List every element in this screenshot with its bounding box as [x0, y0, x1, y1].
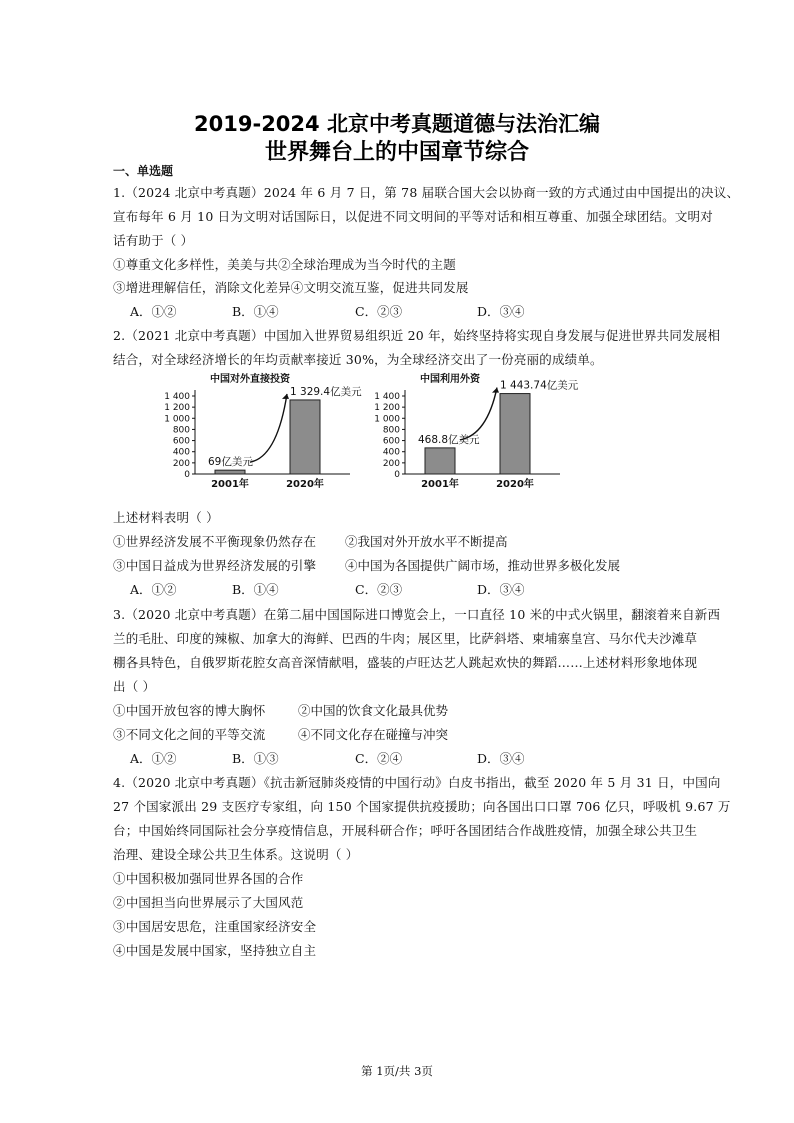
q2-stem: 上述材料表明（ ）: [113, 510, 219, 525]
data-label: 1 443.74亿美元: [500, 379, 579, 392]
x-tick-label: 2001年: [421, 479, 459, 490]
bar: [290, 400, 320, 474]
y-tick-label: 600: [382, 436, 400, 447]
q1-statement-2: ③增进理解信任，消除文化差异④文明交流互鉴，促进共同发展: [113, 280, 469, 295]
data-label: 468.8亿美元: [418, 433, 480, 446]
growth-arrow: [460, 388, 497, 440]
q1-option-b: B．①④: [232, 304, 279, 319]
y-tick-label: 200: [172, 458, 190, 469]
q2-line1: 2.（2021 北京中考真题）中国加入世界贸易组织近 20 年，始终坚持将实现自身发展与促进世界共同发展相: [113, 328, 721, 343]
y-tick-label: 1 400: [374, 392, 400, 402]
q1-line3: 话有助于（ ）: [113, 233, 194, 248]
chart-title: 中国利用外资: [420, 374, 480, 385]
q3-line4: 出（ ）: [113, 679, 156, 694]
y-tick-label: 1 200: [164, 403, 190, 414]
q3-line2: 兰的毛肚、印度的辣椒、加拿大的海鲜、巴西的牛肉；展区里，比萨斜塔、柬埔寨皇宫、马尔代夫沙滩草: [113, 631, 698, 646]
growth-arrow: [250, 394, 287, 462]
chart-foreign-investment: [360, 368, 585, 496]
y-tick-label: 1 200: [374, 403, 400, 414]
q3-statement-4: ④不同文化存在碰撞与冲突: [298, 727, 449, 742]
q3-statement-3: ③不同文化之间的平等交流: [113, 727, 266, 742]
y-tick-label: 1 000: [164, 414, 190, 425]
q3-option-a: A．①②: [130, 751, 177, 766]
q1-line2: 宣布每年 6 月 10 日为文明对话国际日，以促进不同文明间的平等对话和相互尊重、加强全球团结。文明对: [113, 209, 713, 224]
q2-option-d: D．③④: [477, 582, 525, 597]
q4-line2: 27 个国家派出 29 支医疗专家组，向 150 个国家提供抗疫援助；向各国出口口罩 706 亿只，呼吸机 9.67 万: [113, 799, 731, 814]
q3-statement-1: ①中国开放包容的博大胸怀: [113, 703, 266, 718]
q2-statement-4: ④中国为各国提供广阔市场，推动世界多极化发展: [345, 558, 621, 573]
q2-option-c: C．②③: [355, 582, 403, 597]
q2-statement-1: ①世界经济发展不平衡现象仍然存在: [113, 534, 317, 549]
y-tick-label: 600: [172, 436, 190, 447]
data-label: 1 329.4亿美元: [290, 385, 362, 398]
q4-line4: 治理、建设全球公共卫生体系。这说明（ ）: [113, 847, 359, 862]
y-tick-label: 800: [172, 425, 190, 436]
doc-subtitle: 世界舞台上的中国章节综合: [264, 140, 529, 165]
q3-option-c: C．②④: [355, 751, 403, 766]
q4-statement-2: ②中国担当向世界展示了大国风范: [113, 895, 304, 910]
q4-statement-1: ①中国积极加强同世界各国的合作: [113, 871, 304, 886]
page-footer: 第 1页/共 3页: [361, 1064, 433, 1078]
y-tick-label: 1 000: [374, 414, 400, 425]
q2-line2: 结合，对全球经济增长的年均贡献率接近 30%，为全球经济交出了一份亮丽的成绩单。: [113, 352, 603, 367]
q3-statement-2: ②中国的饮食文化最具优势: [298, 703, 449, 718]
chart-title: 中国对外直接投资: [210, 374, 290, 385]
chart-outward-investment: [150, 368, 375, 496]
q2-statement-3: ③中国日益成为世界经济发展的引擎: [113, 558, 317, 573]
q4-line1: 4.（2020 北京中考真题）《抗击新冠肺炎疫情的中国行动》白皮书指出，截至 2020 年 5 月 31 日，中国向: [113, 775, 721, 790]
section-heading: 一、单选题: [113, 164, 174, 178]
q1-line1: 1.（2024 北京中考真题）2024 年 6 月 7 日，第 78 届联合国大会以协商一致的方式通过由中国提出的决议、: [113, 185, 740, 200]
y-tick-label: 800: [382, 425, 400, 436]
y-tick-label: 400: [382, 447, 400, 458]
q2-statement-2: ②我国对外开放水平不断提高: [345, 534, 508, 549]
x-tick-label: 2020年: [286, 479, 324, 490]
q4-statement-4: ④中国是发展中国家，坚持独立自主: [113, 943, 317, 958]
x-tick-label: 2020年: [496, 479, 534, 490]
q2-option-a: A．①②: [130, 582, 177, 597]
y-tick-label: 0: [394, 470, 400, 480]
bar: [425, 448, 455, 474]
q2-option-b: B．①④: [232, 582, 279, 597]
q4-line3: 台；中国始终同国际社会分享疫情信息，开展科研合作；呼吁各国团结合作战胜疫情，加强全球公共卫生: [113, 823, 698, 838]
x-tick-label: 2001年: [211, 479, 249, 490]
q3-option-d: D．③④: [477, 751, 525, 766]
y-tick-label: 200: [382, 458, 400, 469]
q3-line1: 3.（2020 北京中考真题）在第二届中国国际进口博览会上，一口直径 10 米的中式火锅里，翻滚着来自新西: [113, 607, 721, 622]
arrow-head: [492, 388, 499, 393]
q1-option-c: C．②③: [355, 304, 403, 319]
data-label: 69亿美元: [208, 456, 253, 469]
y-tick-label: 1 400: [164, 392, 190, 402]
q3-line3: 棚各具特色，自俄罗斯花腔女高音深情献唱，盛装的卢旺达艺人跳起欢快的舞蹈……上述材料形象地体现: [113, 655, 698, 670]
arrow-head: [282, 394, 289, 399]
q1-option-d: D．③④: [477, 304, 525, 319]
q1-option-a: A．①②: [130, 304, 177, 319]
y-tick-label: 0: [184, 470, 190, 480]
q4-statement-3: ③中国居安思危，注重国家经济安全: [113, 919, 317, 934]
bar: [215, 470, 245, 474]
bar: [500, 394, 530, 474]
y-tick-label: 400: [172, 447, 190, 458]
q3-option-b: B．①③: [232, 751, 279, 766]
q1-statement-1: ①尊重文化多样性，美美与共②全球治理成为当今时代的主题: [113, 257, 456, 272]
doc-title: 2019-2024 北京中考真题道德与法治汇编: [194, 112, 600, 136]
